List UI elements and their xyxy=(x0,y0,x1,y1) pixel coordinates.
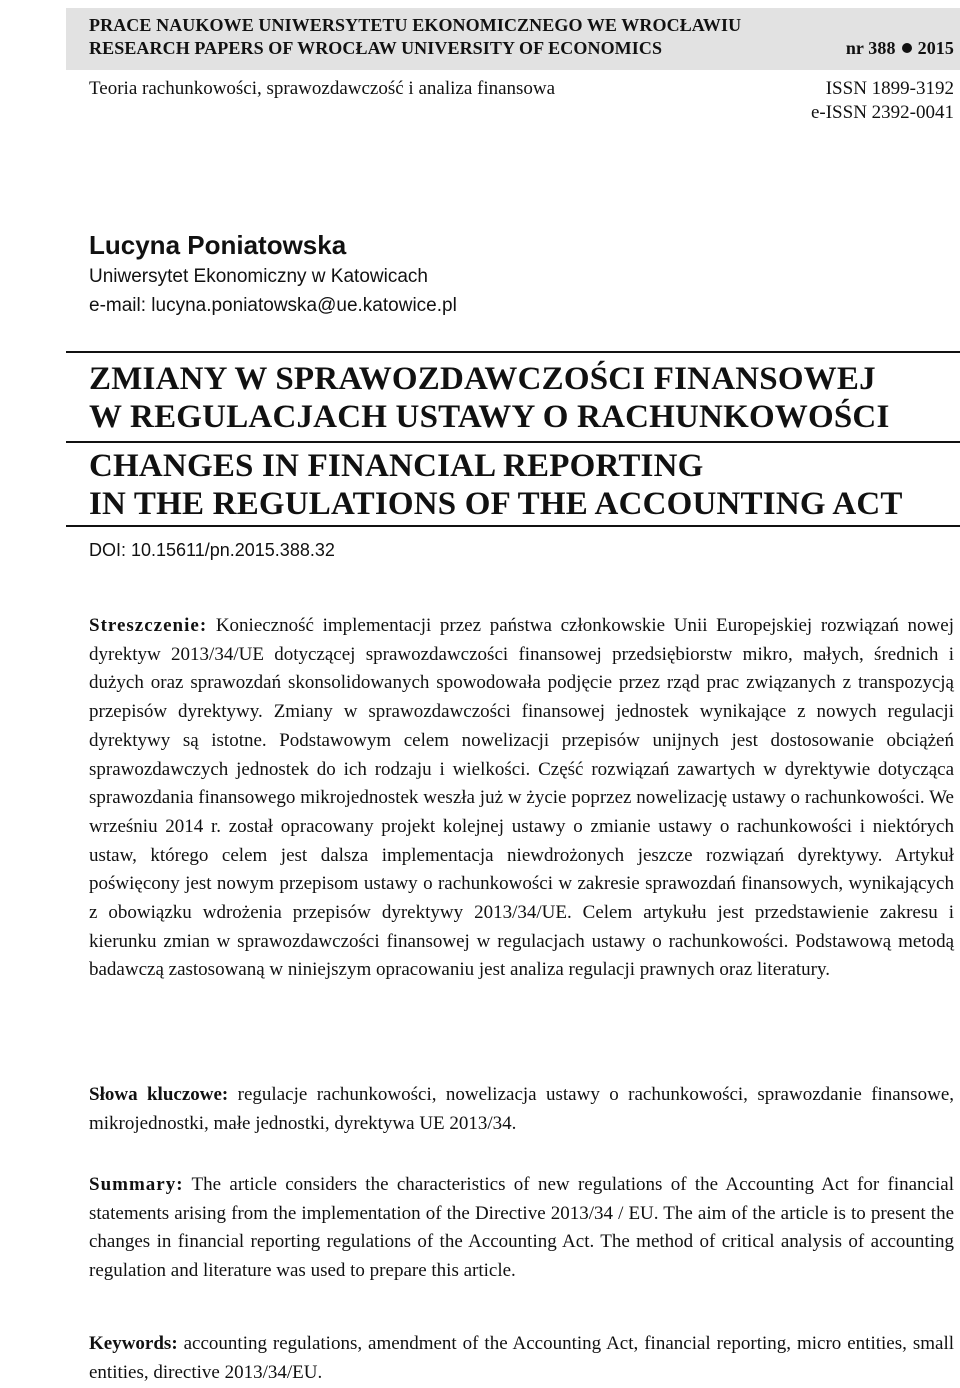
author-name: Lucyna Poniatowska xyxy=(89,230,347,260)
author-email: e-mail: lucyna.poniatowska@ue.katowice.pl xyxy=(89,295,457,316)
keywords-en-label: Keywords: xyxy=(89,1333,178,1354)
journal-header xyxy=(66,8,960,70)
keywords-pl-text: regulacje rachunkowości, nowelizacja ustawy o rachunkowości, sprawozdanie finansowe, mikrojednostki, małe jednostki, dyrektywa UE 2013/34. xyxy=(89,1084,955,1134)
series-title: Teoria rachunkowości, sprawozdawczość i analiza finansowa xyxy=(89,78,556,99)
keywords-pl xyxy=(89,1081,954,1138)
abstract-pl xyxy=(89,612,954,985)
keywords-en-text: accounting regulations, amendment of the Accounting Act, financial reporting, micro entities, small entities, directive 2013/34/EU. xyxy=(89,1333,954,1383)
title-pl-line2: W REGULACJACH USTAWY O RACHUNKOWOŚCI xyxy=(89,399,890,435)
journal-name-en-row xyxy=(89,37,954,59)
journal-name-en: RESEARCH PAPERS OF WROCŁAW UNIVERSITY OF ECONOMICS xyxy=(89,38,663,58)
abstract-pl-text: Konieczność implementacji przez państwa członkowskie Unii Europejskiej rozwiązań nowej dyrektyw 2013/34/UE dotyczącej sprawozdawczości finansowej przedsiębiorstw mikro, małych, średnich i dużych oraz sprawozdań skonsolidowanych spowodowała podjęcie przez rząd prac związanych z transpozycją przepisów dyrektywy. Zmiany w sprawozdawczości finansowej jednostek wynikające z nowych regulacji dyrektywy są istotne. Podstawowym celem nowelizacji przepisów unijnych jest dostosowanie obciążeń sprawozdawczych jednostek do ich rodzaju i wielkości. Część rozwiązań zawartych w dyrektywie dotycząca sprawozdania finansowego mikrojednostek weszła już w życie poprzez nowelizację ustawy o rachunkowości. We wrześniu 2014 r. został opracowany projekt kolejnej ustawy o zmianie ustawy o rachunkowości i niektórych ustaw, którego celem jest dalsza implementacja niewdrożonych jeszcze rozwiązań dyrektywy. Artykuł poświęcony jest nowym przepisom ustawy o rachunkowości w zakresie sprawozdań finansowych, wynikających z obowiązku wdrożenia przepisów dyrektywy 2013/34/UE. Celem artykułu jest przedstawienie zakresu i kierunku zmian w sprawozdawczości finansowej w regulacjach ustawy o rachunkowości. Podstawową metodą badawczą zastosowaną w niniejszym opracowaniu jest analiza regulacji prawnych oraz literatury. xyxy=(89,615,954,981)
title-pl-line1: ZMIANY W SPRAWOZDAWCZOŚCI FINANSOWEJ xyxy=(89,361,876,397)
title-en-line2: IN THE REGULATIONS OF THE ACCOUNTING ACT xyxy=(89,486,903,522)
doi: DOI: 10.15611/pn.2015.388.32 xyxy=(89,540,335,560)
author-block xyxy=(89,228,457,320)
issue-info xyxy=(846,37,954,59)
issn: ISSN 1899-3192 xyxy=(825,78,954,99)
issn-block xyxy=(811,77,954,125)
abstract-pl-label: Streszczenie: xyxy=(89,615,208,636)
summary-en-text: The article considers the characteristics of new regulations of the Accounting Act for financial statements arising from the implementation of the Directive 2013/34 / EU. The aim of the article is to present the changes in financial reporting regulations of the Accounting Act. The method of critical analysis of accounting regulation and literature was used to prepare this article. xyxy=(89,1174,954,1282)
divider-middle xyxy=(66,441,960,443)
keywords-en xyxy=(89,1330,954,1387)
eissn: e-ISSN 2392-0041 xyxy=(810,102,954,123)
divider-bottom xyxy=(66,525,960,527)
title-en-line1: CHANGES IN FINANCIAL REPORTING xyxy=(89,448,704,484)
issue-number: nr 388 xyxy=(845,38,896,58)
issue-year: 2015 xyxy=(917,38,954,58)
summary-en xyxy=(89,1171,954,1286)
keywords-pl-label: Słowa kluczowe: xyxy=(89,1084,229,1105)
divider-top xyxy=(66,351,960,353)
summary-en-label: Summary: xyxy=(89,1174,184,1195)
bullet-icon xyxy=(902,43,912,53)
journal-name-pl: PRACE NAUKOWE UNIWERSYTETU EKONOMICZNEGO WE WROCŁAWIU xyxy=(89,15,742,35)
author-affiliation: Uniwersytet Ekonomiczny w Katowicach xyxy=(89,266,428,287)
